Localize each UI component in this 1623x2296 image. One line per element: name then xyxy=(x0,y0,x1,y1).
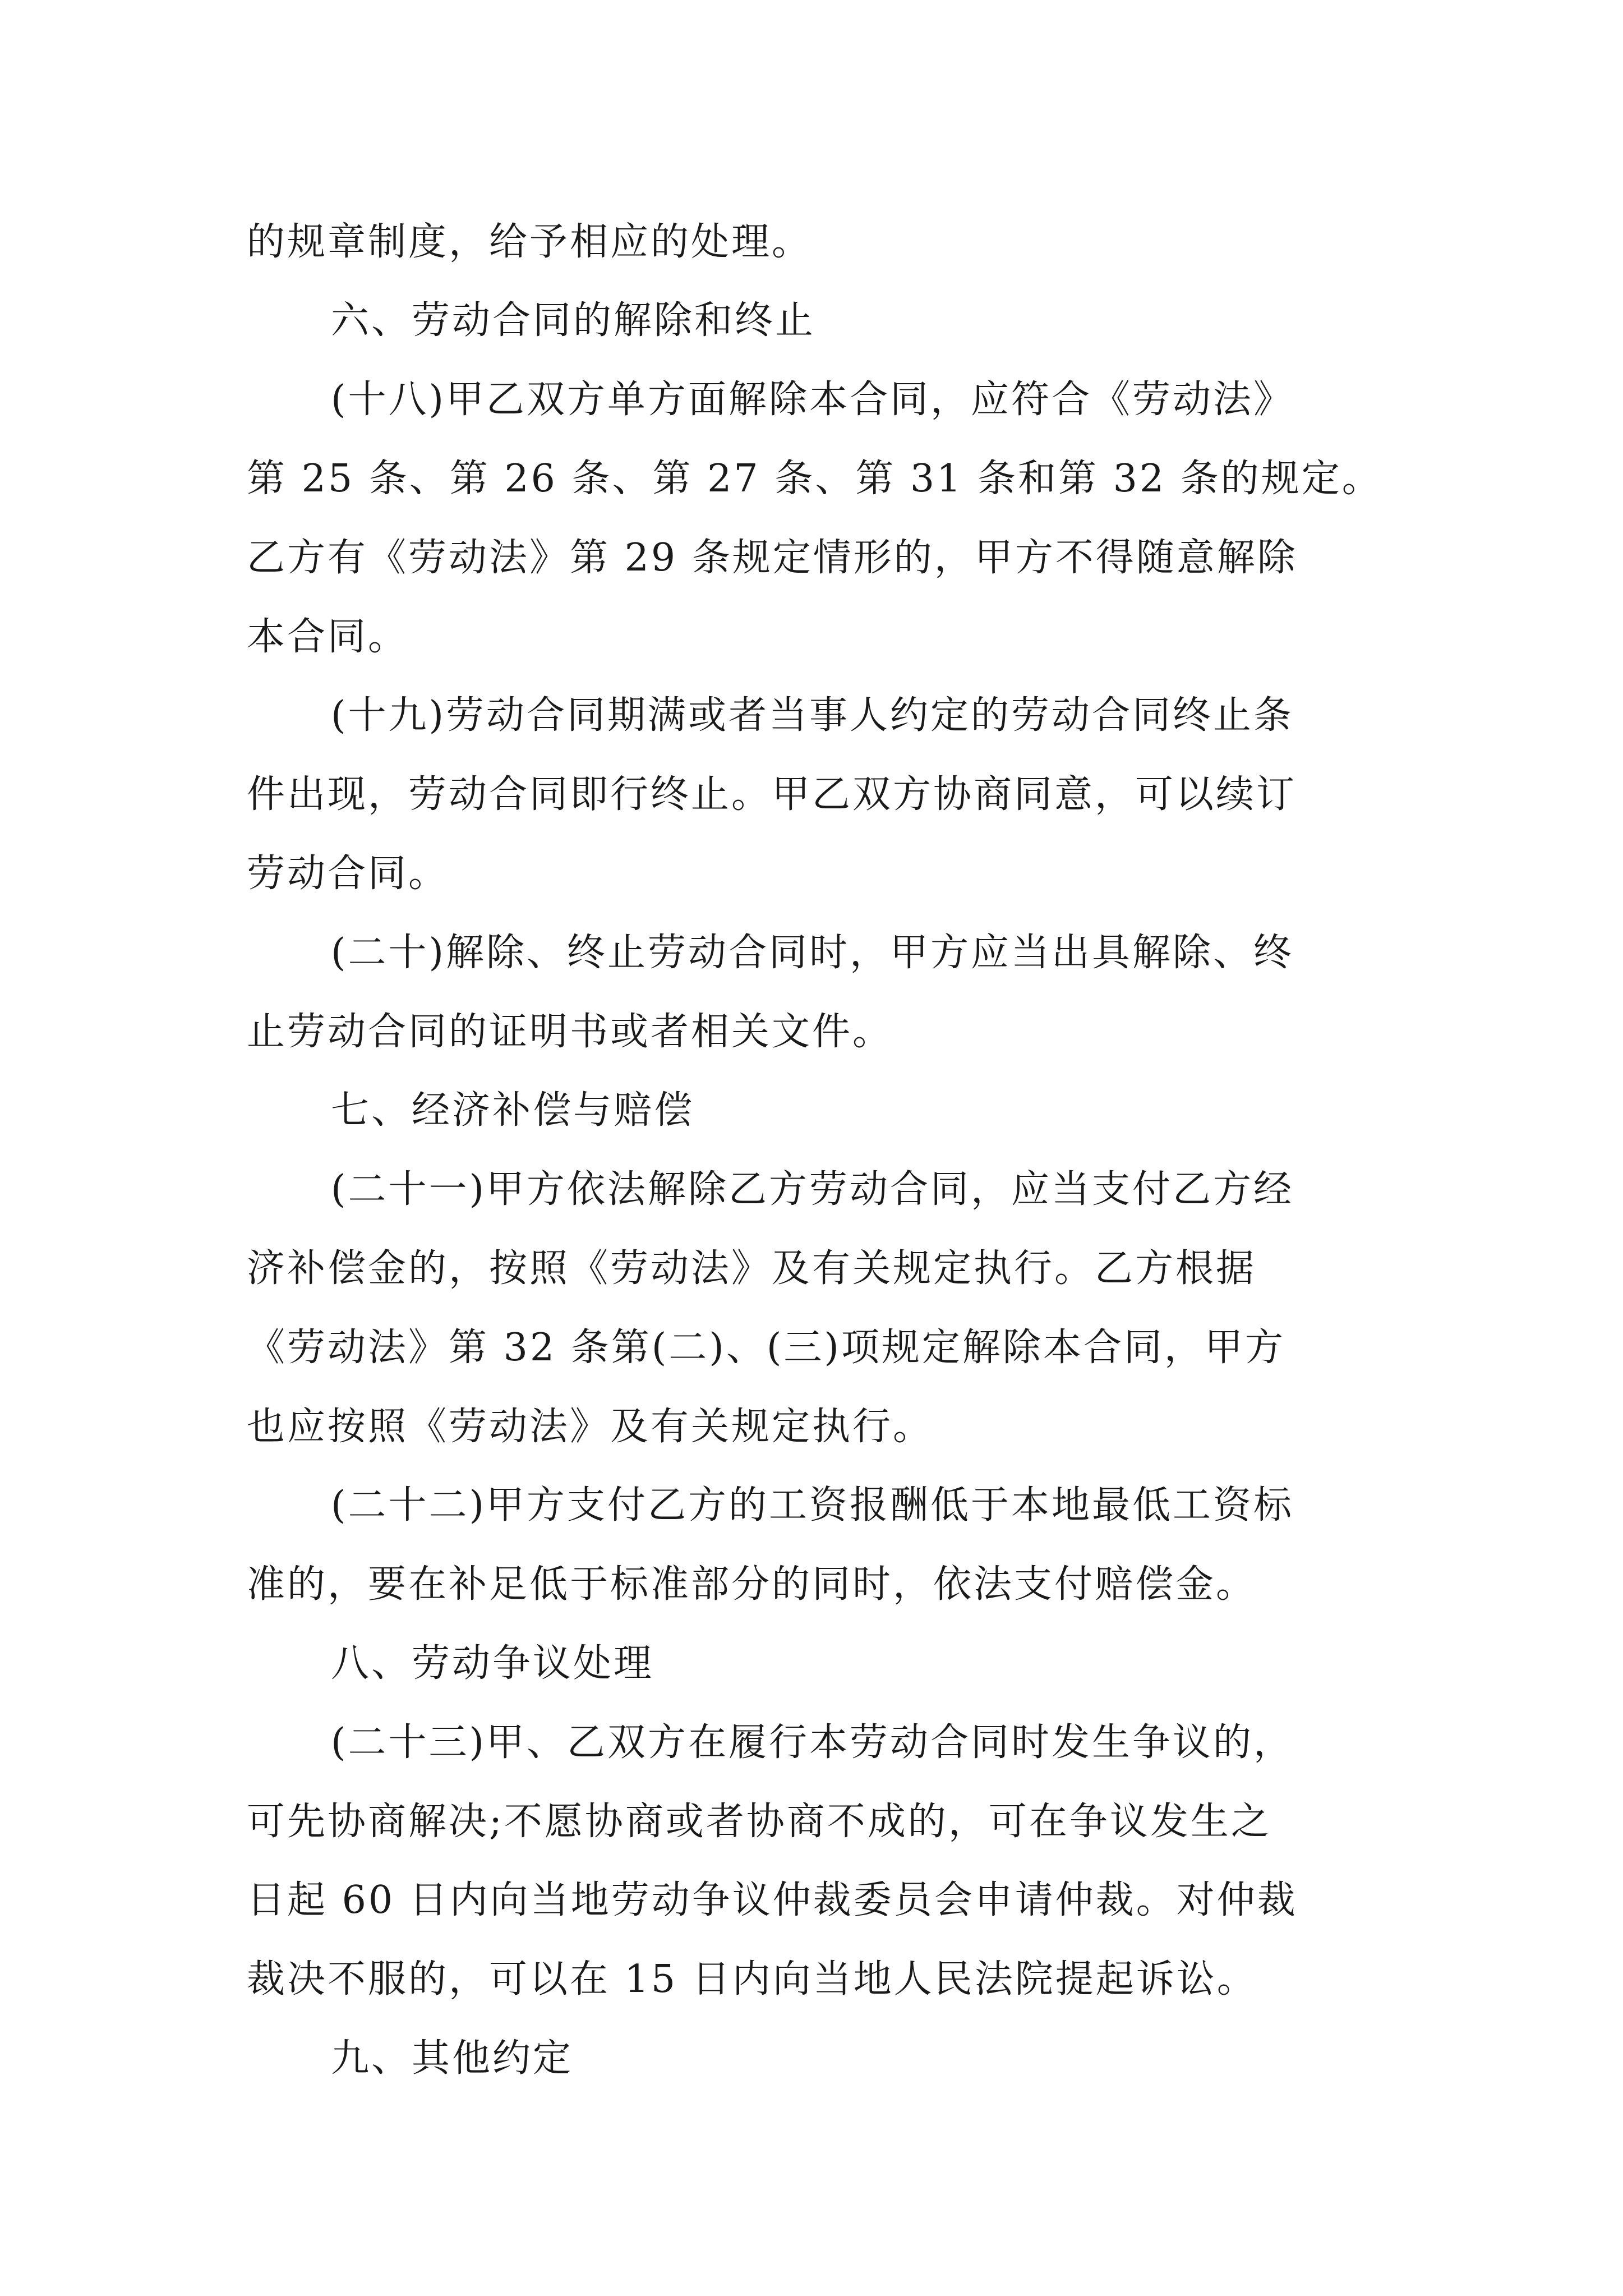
clause-18-line-1: (十八)甲乙双方单方面解除本合同，应符合《劳动法》 xyxy=(331,378,1294,422)
clause-19-line-3: 劳动合同。 xyxy=(247,852,449,896)
clause-20-line-1: (二十)解除、终止劳动合同时，甲方应当出具解除、终 xyxy=(331,931,1294,975)
clause-20-line-2: 止劳动合同的证明书或者相关文件。 xyxy=(247,1010,893,1054)
clause-23-line-3: 日起 60 日内向当地劳动争议仲裁委员会申请仲裁。对仲裁 xyxy=(247,1878,1298,1922)
clause-19-line-1: (十九)劳动合同期满或者当事人约定的劳动合同终止条 xyxy=(331,693,1294,738)
clause-23-line-4: 裁决不服的，可以在 15 日内向当地人民法院提起诉讼。 xyxy=(247,1957,1257,2001)
clause-23-line-1: (二十三)甲、乙双方在履行本劳动合同时发生争议的， xyxy=(331,1720,1294,1765)
clause-18-line-4: 本合同。 xyxy=(247,615,409,659)
clause-23-line-2: 可先协商解决;不愿协商或者协商不成的，可在争议发生之 xyxy=(247,1800,1271,1844)
text-line-1: 的规章制度，给予相应的处理。 xyxy=(247,220,813,264)
clause-18-line-3: 乙方有《劳动法》第 29 条规定情形的，甲方不得随意解除 xyxy=(247,536,1298,580)
clause-21-line-3: 《劳动法》第 32 条第(二)、(三)项规定解除本合同，甲方 xyxy=(247,1326,1285,1370)
clause-19-line-2: 件出现，劳动合同即行终止。甲乙双方协商同意，可以续订 xyxy=(247,772,1297,817)
clause-18-line-2: 第 25 条、第 26 条、第 27 条、第 31 条和第 32 条的规定。 xyxy=(247,457,1382,501)
clause-22-line-1: (二十二)甲方支付乙方的工资报酬低于本地最低工资标 xyxy=(331,1483,1294,1527)
clause-21-line-1: (二十一)甲方依法解除乙方劳动合同，应当支付乙方经 xyxy=(331,1167,1294,1212)
clause-21-line-4: 也应按照《劳动法》及有关规定执行。 xyxy=(247,1405,934,1449)
section-heading-6: 六、劳动合同的解除和终止 xyxy=(331,298,816,343)
clause-21-line-2: 济补偿金的，按照《劳动法》及有关规定执行。乙方根据 xyxy=(247,1246,1257,1291)
section-heading-7: 七、经济补偿与赔偿 xyxy=(331,1088,695,1133)
clause-22-line-2: 准的，要在补足低于标准部分的同时，依法支付赔偿金。 xyxy=(247,1562,1257,1607)
section-heading-9: 九、其他约定 xyxy=(331,2036,574,2081)
section-heading-8: 八、劳动争议处理 xyxy=(331,1641,654,1686)
